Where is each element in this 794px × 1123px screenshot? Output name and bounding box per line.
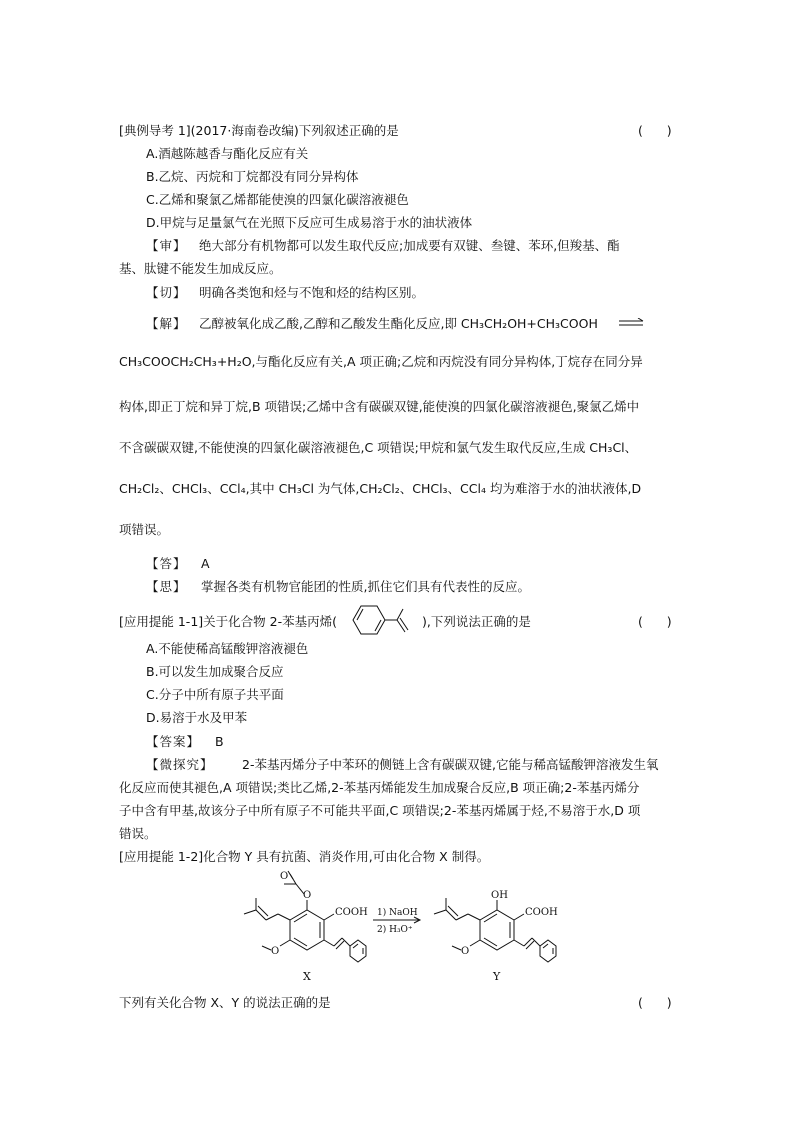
q1-shen-tag: 【审】 (146, 238, 187, 253)
q1-option-a: A.酒越陈越香与酯化反应有关 (146, 146, 309, 161)
q2-explore-line4: 错误。 (119, 826, 157, 841)
q1-si-tag: 【思】 (146, 579, 187, 594)
q3-stem: [应用提能 1-2]化合物 Y 具有抗菌、消炎作用,可由化合物 X 制得。 (119, 849, 490, 864)
q2-explore-text: 2-苯基丙烯分子中苯环的侧链上含有碳碳双键,它能与稀高锰酸钾溶液发生氧 (242, 757, 659, 772)
q3-question: 下列有关化合物 X、Y 的说法正确的是 (119, 995, 331, 1010)
x-carbonyl-oxygen: O (280, 871, 289, 882)
q2-option-a: A.不能使稀高锰酸钾溶液褪色 (146, 641, 309, 656)
q1-answer-value: A (201, 556, 210, 571)
q1-qie-text: 明确各类饱和烃与不饱和烃的结构区别。 (199, 285, 425, 300)
q1-jie-text: 乙醇被氧化成乙酸,乙醇和乙酸发生酯化反应,即 CH₃CH₂OH+CH₃COOH (199, 316, 598, 331)
q2-explore-line2: 化反应而使其褪色,A 项错误;类比乙烯,2-苯基丙烯能发生加成聚合反应,B 项正确;2-苯基丙烯分 (119, 780, 640, 795)
y-benzene-ring (480, 910, 514, 950)
q2-answer-bracket: ( ) (638, 614, 672, 629)
q1-jie-line2: CH₃COOCH₂CH₃+H₂O,与酯化反应有关,A 项正确;乙烷和丙烷没有同分异构体,丁烷存在同分异 (119, 354, 643, 369)
q2-answer-tag: 【答案】 (146, 734, 201, 749)
q2-stem-end: ),下列说法正确的是 (422, 614, 531, 629)
x-methoxy-oxygen: O (271, 946, 280, 957)
q2-option-b: B.可以发生加成聚合反应 (146, 664, 284, 679)
x-acyl-oxygen: O (303, 890, 312, 901)
reaction-scheme (230, 868, 570, 990)
reagent-step-1: 1) NaOH (377, 908, 418, 918)
q1-jie-line3: 构体,即正丁烷和异丁烷,B 项错误;乙烯中含有碳碳双键,能使溴的四氯化碳溶液褪色,聚氯乙烯中 (119, 399, 640, 414)
y-cooh-label: COOH (525, 907, 558, 918)
y-methoxy-oxygen: O (461, 946, 470, 957)
q1-jie-line4: 不含碳碳双键,不能使溴的四氯化碳溶液褪色,C 项错误;甲烷和氯气发生取代反应,生成 CH₃Cl、 (119, 440, 638, 455)
y-hydroxyl-label: OH (491, 890, 508, 901)
q1-shen-text-cont: 基、肽键不能发生加成反应。 (119, 261, 282, 276)
q1-qie-tag: 【切】 (146, 285, 187, 300)
compound-y-label: Y (493, 970, 501, 983)
x-cooh-label: COOH (335, 907, 368, 918)
q2-stem-start: [应用提能 1-1]关于化合物 2-苯基丙烯( (119, 614, 337, 629)
q2-explore-tag: 【微探究】 (146, 757, 214, 772)
q1-jie-line6: 项错误。 (119, 522, 170, 537)
q1-jie-tag: 【解】 (146, 316, 187, 331)
q1-option-c: C.乙烯和聚氯乙烯都能使溴的四氯化碳溶液褪色 (146, 192, 409, 207)
q2-explore-line3: 子中含有甲基,故该分子中所有原子不可能共平面,C 项错误;2-苯基丙烯属于烃,不易溶于水,D 项 (119, 803, 641, 818)
q1-option-d: D.甲烷与足量氯气在光照下反应可生成易溶于水的油状液体 (146, 215, 473, 230)
q1-si-text: 掌握各类有机物官能团的性质,抓住它们具有代表性的反应。 (201, 579, 530, 594)
q1-jie-line5: CH₂Cl₂、CHCl₃、CCl₄,其中 CH₃Cl 为气体,CH₂Cl₂、CHCl₃、CCl₄ 均为难溶于水的油状液体,D (119, 481, 642, 496)
q1-stem: [典例导考 1](2017·海南卷改编)下列叙述正确的是 (119, 123, 399, 138)
equilibrium-arrow-icon (618, 318, 646, 328)
q1-shen-text: 绝大部分有机物都可以发生取代反应;加成要有双键、叁键、苯环,但羧基、酯 (199, 238, 620, 253)
x-benzene-ring (290, 910, 324, 950)
q2-answer-value: B (215, 734, 224, 749)
q1-answer-bracket: ( ) (638, 123, 672, 138)
q3-answer-bracket: ( ) (638, 995, 672, 1010)
q2-option-c: C.分子中所有原子共平面 (146, 687, 284, 702)
q1-option-b: B.乙烷、丙烷和丁烷都没有同分异构体 (146, 169, 359, 184)
reagent-step-2: 2) H₃O⁺ (377, 925, 413, 935)
q2-option-d: D.易溶于水及甲苯 (146, 710, 248, 725)
2-phenylpropene-structure-icon (345, 601, 423, 639)
q1-answer-tag: 【答】 (146, 556, 187, 571)
compound-x-label: X (303, 970, 311, 983)
